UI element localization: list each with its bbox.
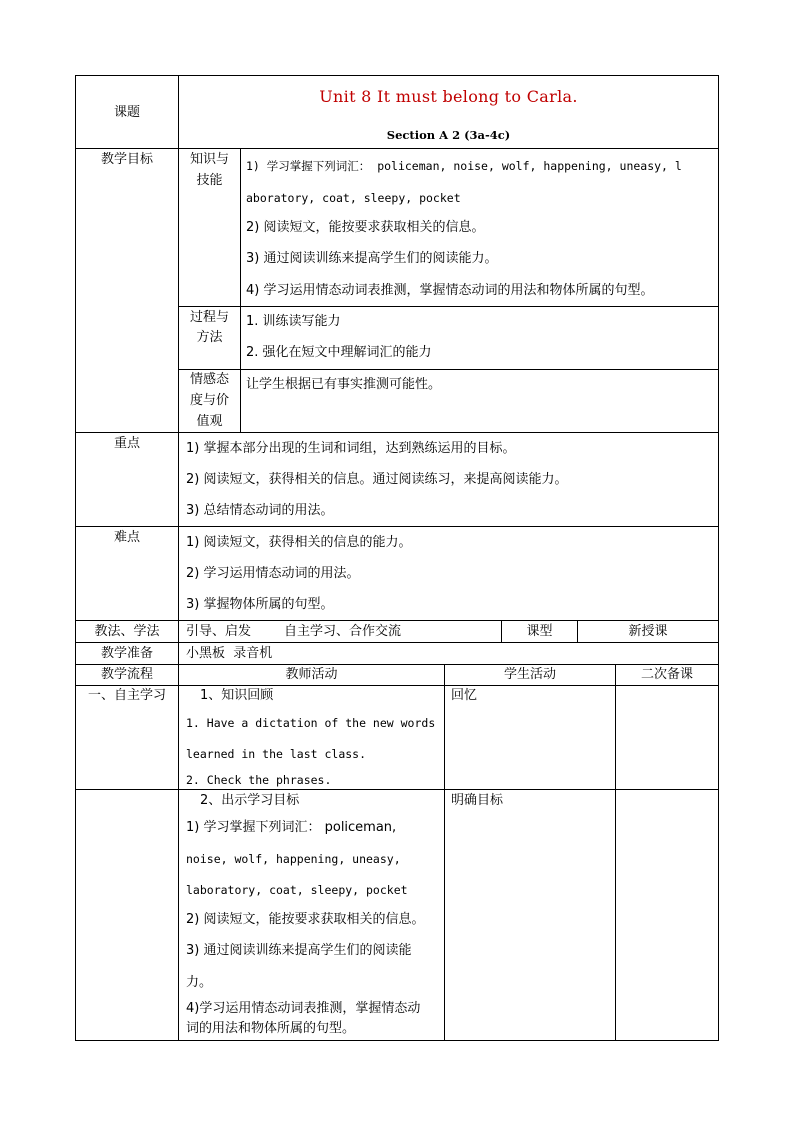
emotion-label-line1: 情感态 [189, 372, 229, 387]
step1-teacher-line3: 2. Check the phrases. [186, 773, 332, 787]
emotion-label-line3: 值观 [196, 414, 223, 429]
key-point-2: 2) 阅读短文，获得相关的信息。通过阅读练习，来提高阅读能力。 [186, 472, 568, 487]
knowledge-label-line1: 知识与 [189, 152, 229, 167]
lesson-type-value: 新授课 [628, 624, 668, 639]
goals-label: 教学目标 [100, 152, 153, 167]
step1-teacher-line1: 1. Have a dictation of the new words [186, 716, 436, 730]
step2-teacher-line3: laboratory, coat, sleepy, pocket [186, 883, 408, 897]
step1-label: 一、自主学习 [87, 688, 166, 703]
knowledge-line-1: 1) 学习掌握下列词汇： policeman, noise, wolf, happening, uneasy, l [246, 159, 682, 173]
key-point-3: 3) 总结情态动词的用法。 [186, 503, 334, 518]
process-line-1: 1. 训练读写能力 [246, 314, 341, 329]
knowledge-line-2: aboratory, coat, sleepy, pocket [246, 191, 461, 205]
topic-label: 课题 [113, 105, 140, 120]
step1-teacher-title: 1、知识回顾 [200, 688, 274, 703]
step2-teacher-line4: 2) 阅读短文，能按要求获取相关的信息。 [186, 912, 425, 927]
process-label-line1: 过程与 [189, 310, 229, 325]
prep-value: 小黑板 录音机 [186, 646, 273, 661]
process-label-line2: 方法 [196, 330, 223, 345]
step2-teacher-line8: 词的用法和物体所属的句型。 [186, 1021, 356, 1036]
step1-teacher-line2: learned in the last class. [186, 747, 367, 761]
methods-label: 教法、学法 [94, 624, 160, 639]
lesson-subtitle: Section A 2 (3a-4c) [386, 128, 511, 142]
flow-col-student: 学生活动 [503, 667, 556, 682]
flow-col-revision: 二次备课 [640, 667, 693, 682]
step2-student: 明确目标 [451, 793, 504, 808]
flow-col-process: 教学流程 [100, 667, 153, 682]
difficulties-label: 难点 [113, 530, 140, 545]
methods-value: 引导、启发 自主学习、合作交流 [186, 624, 402, 639]
process-line-2: 2. 强化在短文中理解词汇的能力 [246, 345, 432, 360]
knowledge-line-3: 2) 阅读短文，能按要求获取相关的信息。 [246, 220, 485, 235]
step2-teacher-line5: 3) 通过阅读训练来提高学生们的阅读能 [186, 943, 412, 958]
emotion-line-1: 让学生根据已有事实推测可能性。 [246, 377, 442, 392]
lesson-title: Unit 8 It must belong to Carla. [319, 87, 578, 106]
step2-teacher-line6: 力。 [186, 975, 213, 990]
step2-teacher-line7: 4)学习运用情态动词表推测，掌握情态动 [186, 1001, 421, 1016]
difficulty-2: 2) 学习运用情态动词的用法。 [186, 566, 360, 581]
step1-student: 回忆 [451, 688, 478, 703]
knowledge-label-line2: 技能 [196, 173, 223, 188]
flow-col-teacher: 教师活动 [285, 667, 338, 682]
key-points-label: 重点 [113, 436, 140, 451]
step2-teacher-line1: 1) 学习掌握下列词汇： policeman, [186, 820, 397, 835]
difficulty-3: 3) 掌握物体所属的句型。 [186, 597, 334, 612]
emotion-label-line2: 度与价 [189, 393, 229, 408]
key-point-1: 1) 掌握本部分出现的生词和词组，达到熟练运用的目标。 [186, 441, 516, 456]
difficulty-1: 1) 阅读短文，获得相关的信息的能力。 [186, 535, 412, 550]
knowledge-line-5: 4) 学习运用情态动词表推测，掌握情态动词的用法和物体所属的句型。 [246, 283, 654, 298]
prep-label: 教学准备 [100, 646, 153, 661]
lesson-type-label: 课型 [526, 624, 553, 639]
knowledge-line-4: 3) 通过阅读训练来提高学生们的阅读能力。 [246, 251, 498, 266]
step2-teacher-line2: noise, wolf, happening, uneasy, [186, 852, 401, 866]
step2-teacher-title: 2、出示学习目标 [200, 793, 300, 808]
